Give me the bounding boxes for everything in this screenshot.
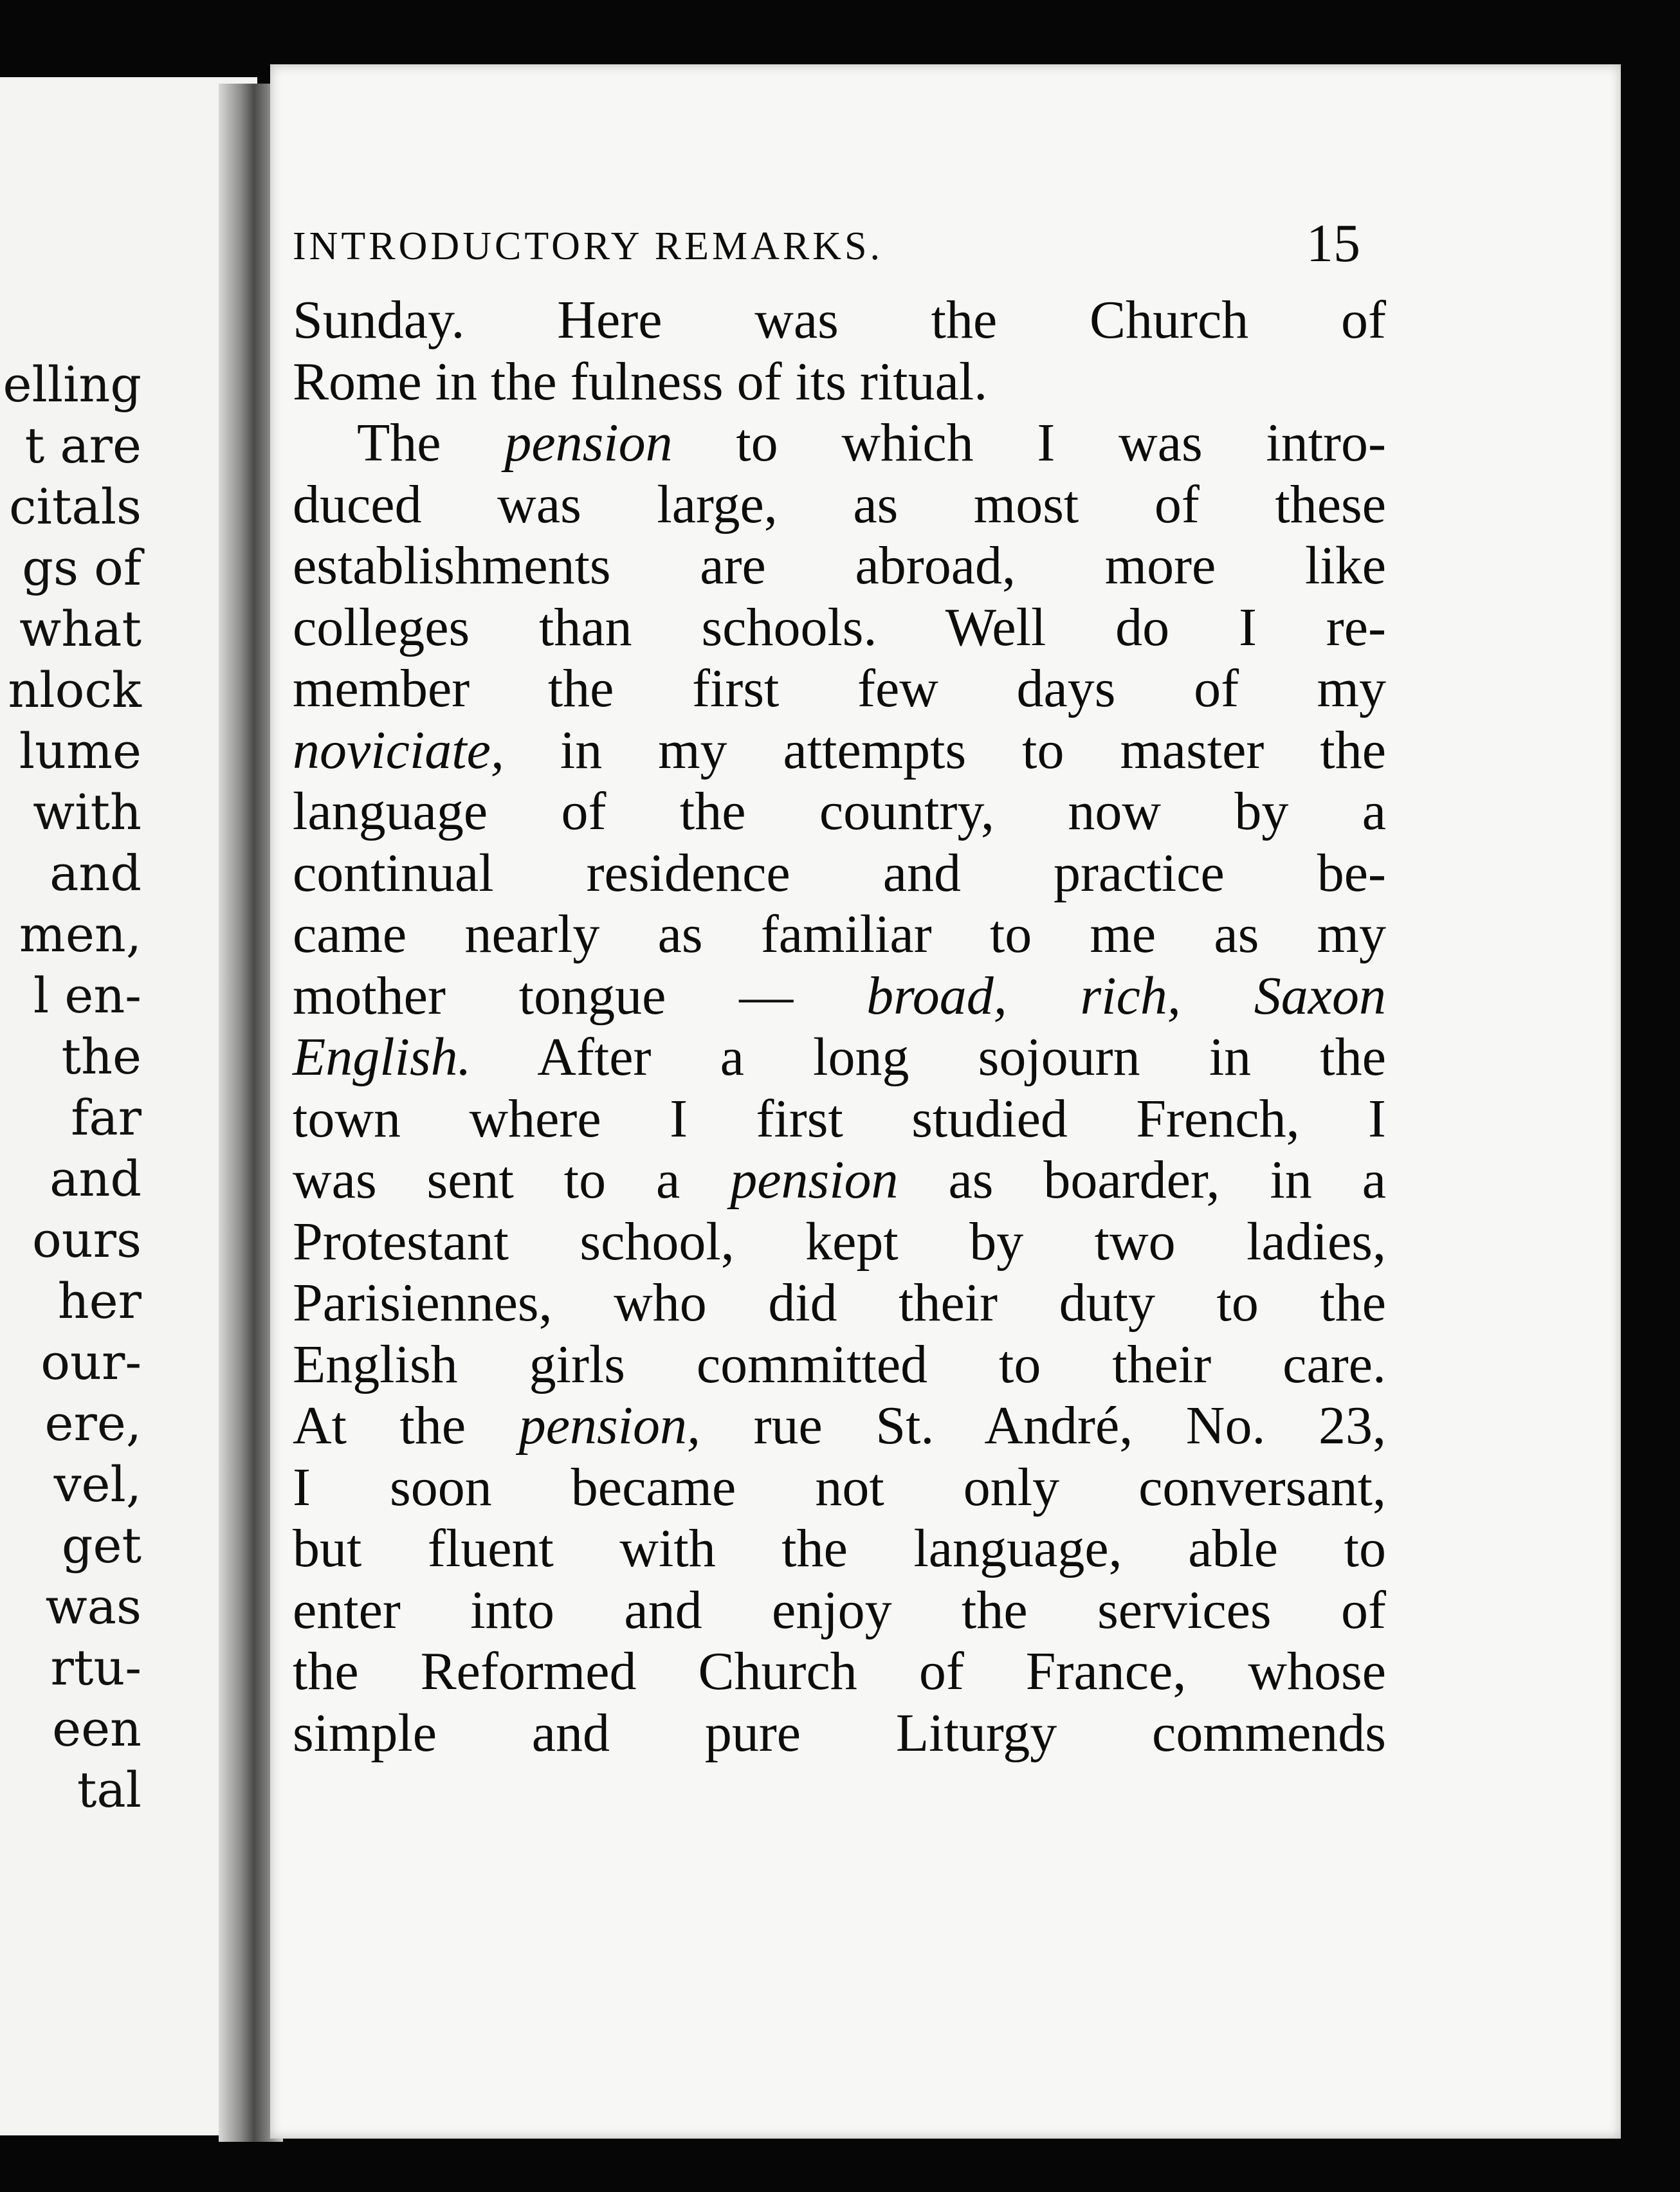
facing-page-line: t are bbox=[24, 417, 142, 474]
facing-page-line: and bbox=[50, 1150, 142, 1207]
text-segment: colleges than schools. Well do I re- bbox=[293, 597, 1386, 657]
text-segment: simple and pure Liturgy commends bbox=[293, 1703, 1386, 1763]
facing-page-line: vel, bbox=[53, 1456, 142, 1513]
text-segment: Parisiennes, who did their duty to the bbox=[293, 1273, 1386, 1333]
text-segment: After a long sojourn in the bbox=[471, 1027, 1386, 1087]
text-line bbox=[293, 1641, 1386, 1703]
italic-text: pension, bbox=[518, 1396, 701, 1456]
text-segment: enter into and enjoy the services of bbox=[293, 1580, 1386, 1640]
text-line bbox=[293, 1334, 1386, 1396]
text-line bbox=[293, 1211, 1386, 1273]
text-segment: Sunday. Here was the Church of bbox=[293, 290, 1386, 350]
text-line bbox=[293, 965, 1386, 1027]
facing-page-line: citals bbox=[8, 478, 142, 535]
italic-text: noviciate, bbox=[293, 720, 504, 780]
facing-page-line: rtu- bbox=[50, 1639, 142, 1696]
text-line bbox=[293, 720, 1386, 781]
facing-page-line: l en- bbox=[33, 967, 142, 1024]
facing-page-line: was bbox=[45, 1578, 142, 1635]
facing-page-line: get bbox=[61, 1517, 142, 1574]
running-head bbox=[293, 212, 1373, 283]
text-line bbox=[293, 597, 1386, 659]
facing-page-text bbox=[3, 354, 142, 1820]
text-segment: mother tongue — bbox=[293, 965, 867, 1026]
text-segment: The bbox=[357, 413, 505, 473]
text-segment: as boarder, in a bbox=[898, 1150, 1386, 1210]
italic-text: English. bbox=[293, 1027, 471, 1087]
italic-text: pension bbox=[504, 413, 673, 473]
text-line bbox=[293, 289, 1386, 351]
text-segment: member the first few days of my bbox=[293, 659, 1386, 718]
text-segment: duced was large, as most of these bbox=[293, 474, 1386, 534]
text-segment: the Reformed Church of France, whose bbox=[293, 1641, 1386, 1701]
text-line bbox=[293, 1395, 1386, 1457]
text-line bbox=[293, 1703, 1386, 1764]
text-segment: At the bbox=[293, 1396, 519, 1456]
text-segment: but fluent with the language, able to bbox=[293, 1519, 1386, 1578]
text-line bbox=[293, 1457, 1386, 1519]
italic-text: broad, rich, Saxon bbox=[866, 965, 1386, 1026]
facing-page-line: men, bbox=[19, 906, 142, 963]
facing-page-line: ours bbox=[32, 1211, 142, 1268]
text-line bbox=[293, 843, 1386, 904]
text-line bbox=[293, 1088, 1386, 1150]
facing-page-line: gs of bbox=[22, 539, 142, 596]
facing-page-line: the bbox=[61, 1028, 142, 1085]
text-line bbox=[293, 1272, 1386, 1334]
facing-page-line: een bbox=[52, 1700, 142, 1757]
text-line bbox=[293, 1580, 1386, 1641]
text-segment: in my attempts to master the bbox=[504, 720, 1386, 780]
text-line bbox=[293, 1149, 1386, 1211]
text-segment: I soon became not only conversant, bbox=[293, 1457, 1386, 1517]
body-text bbox=[293, 289, 1386, 1764]
facing-page-line: far bbox=[71, 1089, 142, 1146]
text-segment: Rome in the fulness of its ritual. bbox=[293, 351, 988, 412]
page-number: 15 bbox=[1306, 214, 1360, 273]
facing-page-line: her bbox=[57, 1272, 142, 1329]
facing-page-line: elling bbox=[3, 356, 142, 413]
text-segment: came nearly as familiar to me as my bbox=[293, 904, 1386, 964]
italic-text: pension bbox=[730, 1150, 899, 1210]
text-line bbox=[293, 535, 1386, 597]
facing-page-line: nlock bbox=[8, 661, 142, 718]
text-line bbox=[293, 351, 1386, 413]
facing-page-line: our- bbox=[41, 1333, 142, 1391]
text-segment: continual residence and practice be- bbox=[293, 843, 1386, 903]
text-segment: town where I first studied French, I bbox=[293, 1088, 1386, 1149]
facing-page-line: lume bbox=[19, 722, 142, 780]
text-segment: was sent to a bbox=[293, 1150, 731, 1210]
facing-page-line: tal bbox=[77, 1761, 142, 1818]
text-line bbox=[293, 1518, 1386, 1580]
running-head-title: INTRODUCTORY REMARKS. bbox=[293, 224, 883, 268]
text-line bbox=[293, 781, 1386, 843]
facing-page-line: ere, bbox=[44, 1394, 142, 1452]
text-line bbox=[293, 474, 1386, 536]
facing-page-line: and bbox=[50, 845, 142, 902]
text-segment: language of the country, now by a bbox=[293, 781, 1386, 841]
text-line bbox=[293, 1027, 1386, 1088]
text-segment: English girls committed to their care. bbox=[293, 1334, 1386, 1394]
text-line bbox=[293, 412, 1386, 474]
text-line bbox=[293, 658, 1386, 720]
text-line bbox=[293, 904, 1386, 965]
text-segment: to which I was intro- bbox=[672, 413, 1387, 473]
facing-page-line: what bbox=[19, 600, 142, 657]
text-segment: establishments are abroad, more like bbox=[293, 536, 1386, 596]
facing-page-line: with bbox=[33, 783, 142, 841]
text-segment: Protestant school, kept by two ladies, bbox=[293, 1211, 1386, 1272]
text-segment: rue St. André, No. 23, bbox=[700, 1396, 1386, 1456]
